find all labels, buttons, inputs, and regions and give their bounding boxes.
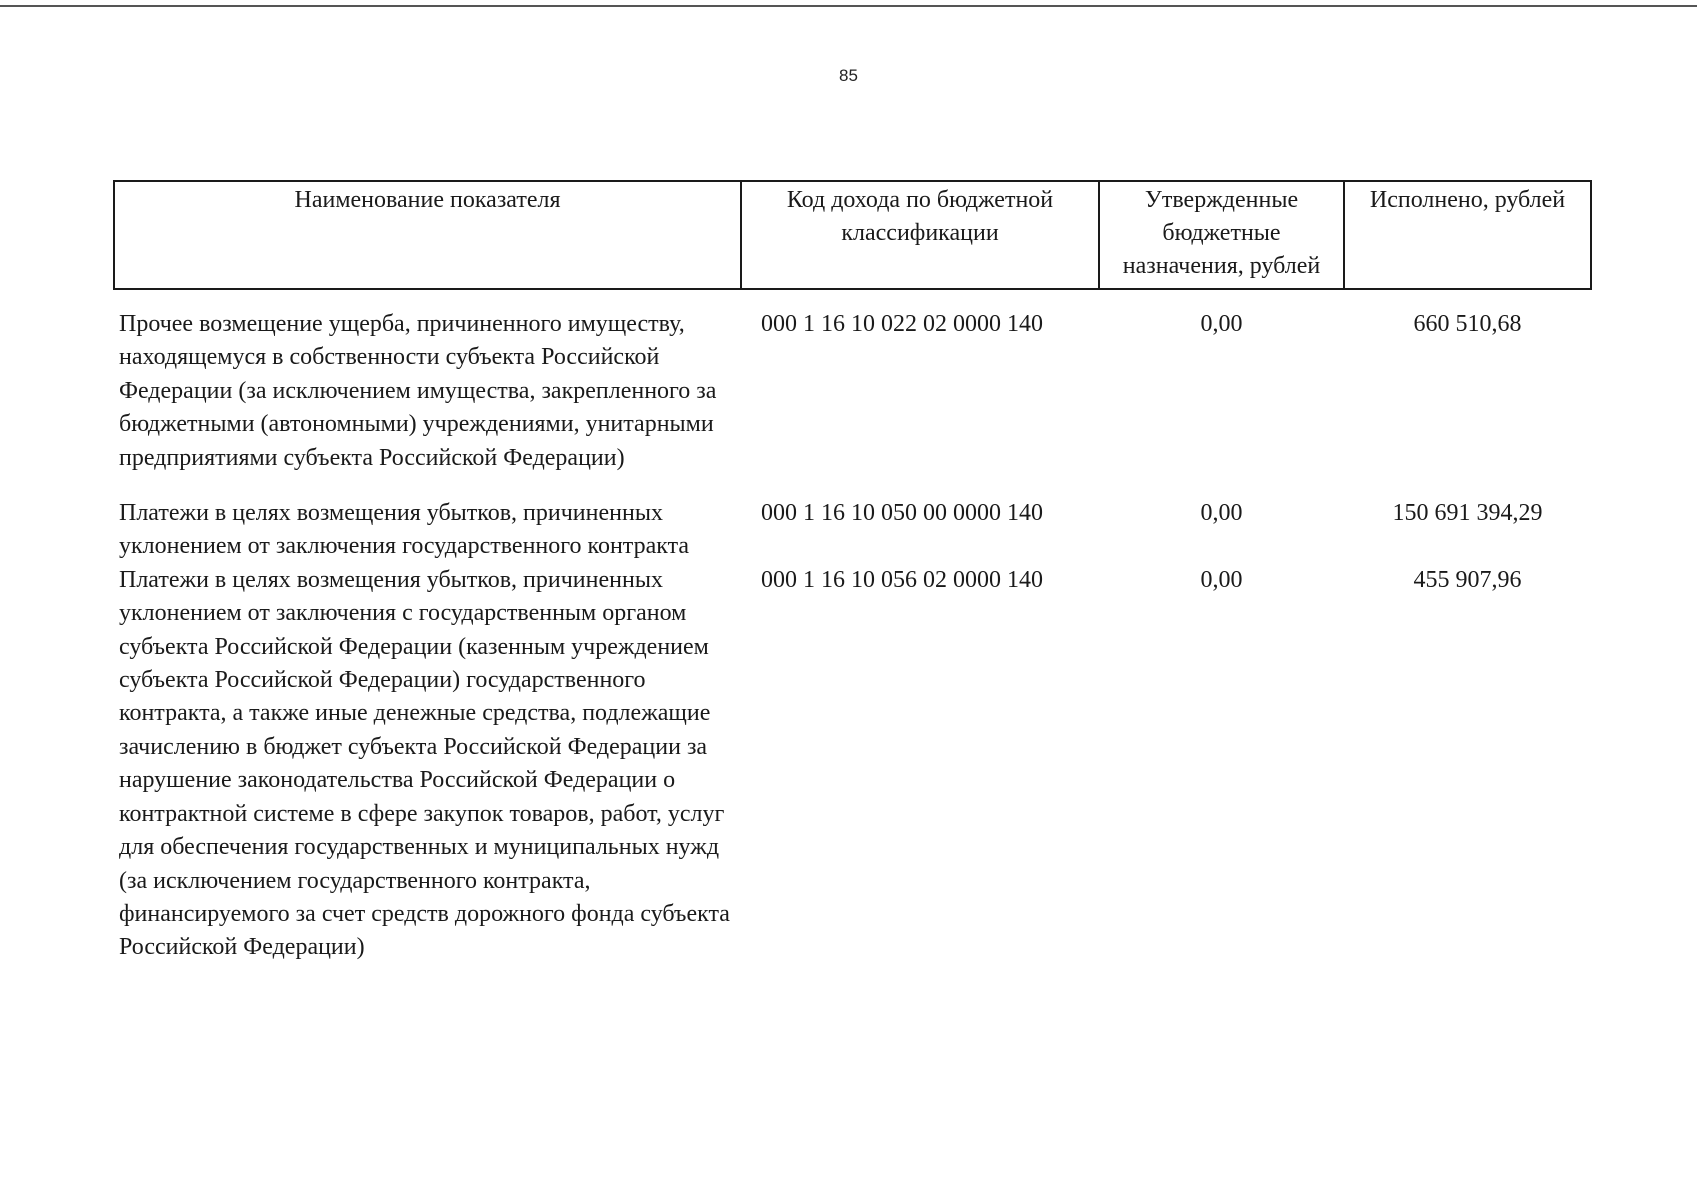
header-indicator-name: Наименование показателя xyxy=(114,181,741,289)
income-code-cell: 000 1 16 10 022 02 0000 140 xyxy=(761,311,1043,337)
header-approved-budget: Утвержденные бюджетные назначения, рублей xyxy=(1099,181,1344,289)
executed-amount-cell: 455 907,96 xyxy=(1413,566,1522,593)
executed-amount-cell: 150 691 394,29 xyxy=(1392,500,1543,527)
page-number: 85 xyxy=(839,66,858,85)
scan-edge-line xyxy=(0,5,1697,7)
table-header xyxy=(114,181,1591,289)
table-body xyxy=(114,289,1591,965)
indicator-name-cell: Прочее возмещение ущерба, причиненного имуществу, находящемуся в собственности субъекта Российской Федерации (за исключением имущества, закрепленного за бюджетными (автономными) учреждениями, унитарными предприятиями субъекта Российской Федерации) xyxy=(119,311,717,471)
approved-amount-cell: 0,00 xyxy=(1200,311,1243,337)
table-row xyxy=(114,564,1591,965)
executed-amount-cell: 660 510,68 xyxy=(1413,311,1522,337)
indicator-name-cell: Платежи в целях возмещения убытков, причиненных уклонением от заключения с государственным органом субъекта Российской Федерации (казенным учреждением субъекта Российской Федерации) государственного контракта, а также иные денежные средства, подлежащие зачислению в бюджет субъекта Российской Федерации за нарушение законодательства Российской Федерации о контрактной системе в сфере закупок товаров, работ, услуг для обеспечения государственных и муниципальных нужд (за исключением государственного контракта, финансируемого за счет средств дорожного фонда субъекта Российской Федерации) xyxy=(119,566,730,961)
header-income-code: Код дохода по бюджетной классификации xyxy=(741,181,1099,289)
approved-amount-cell: 0,00 xyxy=(1200,566,1243,593)
table-row xyxy=(114,289,1591,475)
income-code-cell: 000 1 16 10 050 00 0000 140 xyxy=(761,500,1043,527)
income-code-cell: 000 1 16 10 056 02 0000 140 xyxy=(761,566,1043,593)
header-executed: Исполнено, рублей xyxy=(1344,181,1591,289)
revenue-table xyxy=(113,180,1592,965)
approved-amount-cell: 0,00 xyxy=(1200,500,1243,527)
table-row xyxy=(114,475,1591,564)
header-row xyxy=(114,181,1591,289)
indicator-name-cell: Платежи в целях возмещения убытков, причиненных уклонением от заключения государственного контракта xyxy=(119,500,690,560)
